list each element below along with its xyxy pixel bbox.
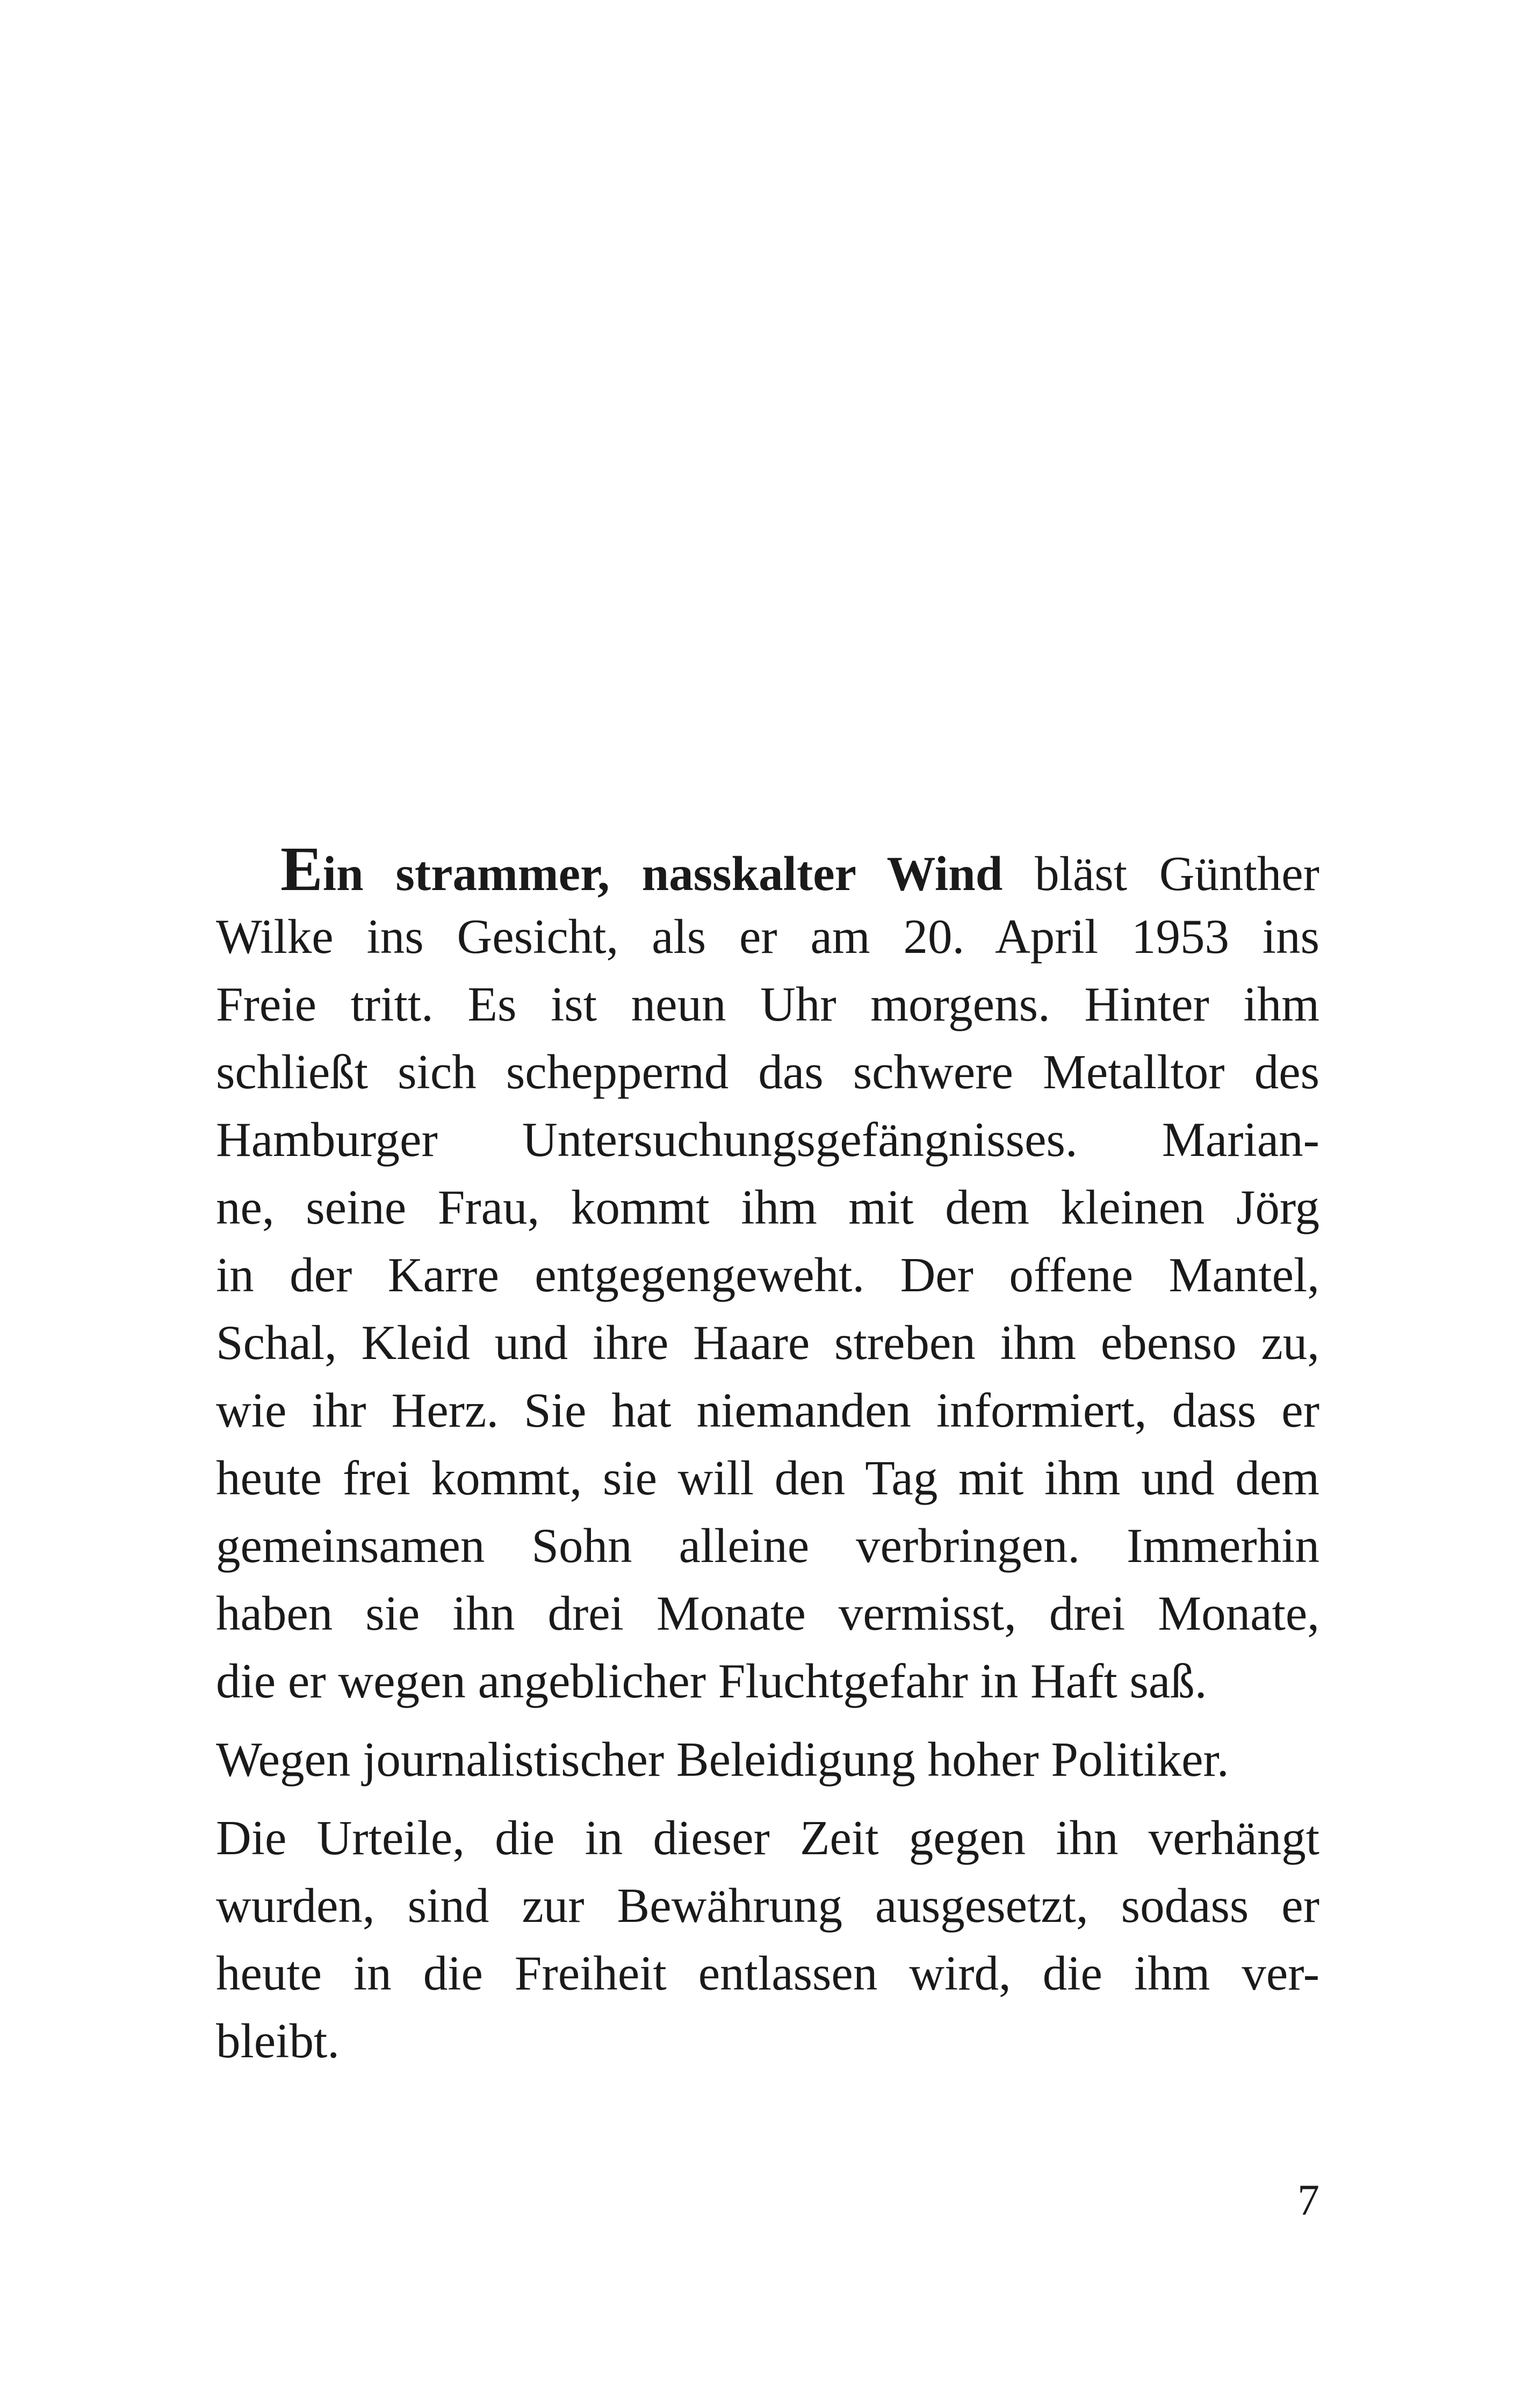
text-line: bleibt. bbox=[216, 2014, 340, 2068]
body-text bbox=[216, 835, 1319, 2075]
text-line: Die Urteile, die in dieser Zeit gegen ihn verhängt bbox=[216, 1811, 1319, 1865]
text-line: Wilke ins Gesicht, als er am 20. April 1953 ins bbox=[216, 909, 1319, 964]
first-line-tail: bläst Günther bbox=[1002, 847, 1319, 901]
paragraph-2 bbox=[216, 1726, 1319, 1794]
text-line: wurden, sind zur Bewährung ausgesetzt, sodass er bbox=[216, 1878, 1319, 1933]
page-number: 7 bbox=[1297, 2175, 1319, 2224]
text-line: heute in die Freiheit entlassen wird, die ihm ver- bbox=[216, 1946, 1319, 2000]
text-line: in der Karre entgegengeweht. Der offene Mantel, bbox=[216, 1248, 1319, 1302]
text-line: Schal, Kleid und ihre Haare streben ihm ebenso zu, bbox=[216, 1315, 1319, 1370]
text-line: Freie tritt. Es ist neun Uhr morgens. Hinter ihm bbox=[216, 977, 1319, 1031]
text-line: haben sie ihn drei Monate vermisst, drei Monate, bbox=[216, 1586, 1319, 1640]
lead-in-phrase bbox=[280, 834, 1003, 904]
lead-in-rest: in strammer, nasskalter Wind bbox=[322, 847, 1003, 901]
text-line: ne, seine Frau, kommt ihm mit dem kleinen Jörg bbox=[216, 1180, 1319, 1234]
text-line: heute frei kommt, sie will den Tag mit ihm und dem bbox=[216, 1451, 1319, 1505]
text-line: schließt sich scheppernd das schwere Metalltor des bbox=[216, 1045, 1319, 1099]
text-line: Wegen journalistischer Beleidigung hoher Politiker. bbox=[216, 1732, 1229, 1787]
initial-capital: E bbox=[280, 834, 323, 904]
text-line: gemeinsamen Sohn alleine verbringen. Immerhin bbox=[216, 1518, 1319, 1573]
text-line: wie ihr Herz. Sie hat niemanden informiert, dass er bbox=[216, 1383, 1319, 1437]
text-line bbox=[216, 835, 1319, 903]
text-line: Hamburger Untersuchungsgefängnisses. Marian- bbox=[216, 1112, 1319, 1167]
paragraph-3 bbox=[216, 1804, 1319, 2075]
text-line: die er wegen angeblicher Fluchtgefahr in Haft saß. bbox=[216, 1654, 1207, 1708]
paragraph-1 bbox=[216, 835, 1319, 1715]
